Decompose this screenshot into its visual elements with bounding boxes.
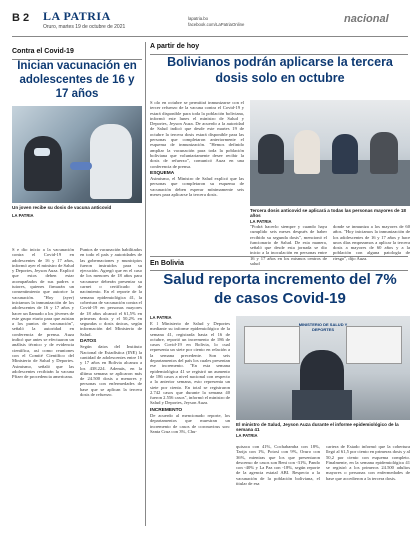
left-headline: Inician vacunación en adolescentes de 16 y 17 años: [17, 60, 137, 100]
top-kicker: A partir de hoy: [150, 43, 200, 50]
bottom-photo-caption: [236, 422, 410, 439]
bottom-credit: LA PATRIA: [150, 315, 172, 320]
top-headline: Bolivianos podrán aplicarse la tercera dosis solo en octubre: [167, 55, 393, 85]
top-col1-text: S olo en octubre se permitirá inmunizarse con el tercer refuerzo de la vacuna contra el Covid-19 y estará disponible para toda la población boliviana, informó este lunes el ministro de Salud y Deportes, Jeyson Auza. De acuerdo a la autoridad de Salud indicó que desde este martes 19 de octubre la tercera dosis estará disponible para las personas que completaron anteriormente el esquema de inmunización. "Hemos definido ampliar la vacunación para toda la población boliviana que voluntariamente desee recibir la dosis de refuerzo", comunicó Auza en una conferencia de prensa.: [150, 100, 244, 169]
screen-left: [244, 326, 300, 364]
person-shape: [24, 136, 62, 191]
bottom-col3: [326, 444, 410, 526]
bottom-caption-text: El ministro de Salud, Jeyson Auza durante el informe epidemiológico de la semana 41: [236, 422, 399, 433]
column-divider: [145, 42, 146, 526]
bottom-col3-text: cartera de Estado informó que la cobertura llegó al 61,5 por ciento en primeras dosis y al 50,2 por ciento con esquema completo. Finalmente, en la semana epidemiológica 41 se registró a los primeros 24.500 adultos mayores o personas con enfermedades de base que accedieron a la tercera dosis.: [326, 444, 410, 481]
left-col1: [12, 247, 74, 526]
bottom-col1: [150, 321, 230, 526]
bottom-story: [150, 258, 410, 526]
left-credit: LA PATRIA: [12, 213, 34, 219]
person-d: [370, 132, 398, 174]
left-col2-text: Puntos de vacunación habilitados en todo el país y autoridades de las gobernaciones y municipios fueron instruidos para su ejecución. Agregó que en el caso de los menores de 18 años para vacunarse deberán presentar su carnet o certificado de nacimiento. En el reporte de la semana epidemiológica 41, la cobertura de vacunación contra el Covid-19 en personas mayores de 18 años alcanzó el 61,5% en primeras dosis y el 50,2% en segundas o dosis únicas, según información del Ministerio de Salud.: [80, 247, 142, 337]
left-col1-text: S e dio inicio a la vacunación contra el Covid-19 en adolescentes de 16 y 17 años, informó ayer el ministro de Salud y Deportes, Jeyson Auza. Explicó que estos deben estar acompañados de sus padres o tutores, quienes firmarán un consentimiento que autorice la vacunación. "Hoy (ayer) iniciamos la inmunización de los adolescentes de 16 y 17 años y hacer un llamado a los jóvenes de este grupo etario para que asistan a los puntos de vacunación", señaló la autoridad en conferencia de prensa. Auza indicó que antes se efectuaron un análisis técnico y de evidencia científica, así como reuniones con el Comité Científico del Ministerio de Salud y Deportes. Asimismo, señaló que las adolescentes recibirán la vacuna Pfizer de procedencia americana.: [12, 247, 75, 380]
header-divider: [12, 36, 408, 37]
top-col1b-text: Asimismo, el Ministro de Salud explicó que las personas que completaron su esquema de vacunación deben esperar mínimamente seis meses para aplicarse la tercera dosis.: [150, 176, 244, 198]
screen-right: [346, 326, 402, 364]
top-credit: LA PATRIA: [250, 219, 272, 225]
person-b: [294, 130, 320, 174]
left-subhead: DATOS: [80, 339, 97, 345]
top-col3-text: donde se inmuniza a los mayores de 60 años. "Hoy iniciamos la inmunización de los adolescentes de 16 y 17 años y hace unos días empezamos a aplicar la tercera dosis a mayores de 60 años y a la población con alguna patología de riesgo", dijo Auza.: [333, 224, 410, 261]
facebook-link[interactable]: facebook.com/LaPatriaOnline: [188, 22, 245, 27]
podium-shape: [292, 390, 352, 420]
left-story: [12, 40, 142, 526]
left-photo: [12, 106, 142, 203]
top-col3: [333, 224, 410, 261]
bottom-kicker-rule: [150, 270, 408, 271]
issue-date: Oruro, martes 19 de octubre de 2021: [43, 24, 126, 30]
left-photo-caption: Un joven recibe su dosis de vacuna anticovid: [12, 205, 112, 210]
banner-text: MINISTERIO DE SALUD Y DEPORTES: [298, 322, 348, 332]
bottom-col1b-text: De acuerdo al mencionado reporte, los departamentos que muestran un incremento de casos de coronavirus son: Santa Cruz con 3%, Chu-: [150, 413, 230, 434]
person-a: [258, 134, 284, 174]
left-kicker-rule: [12, 59, 142, 60]
left-col2: [80, 247, 142, 526]
page-header: [0, 0, 420, 40]
horizontal-divider: [150, 256, 408, 257]
nurse-shape: [90, 124, 132, 199]
bottom-col2-text: quisaca con 41%, Cochabamba con 18%, Tarija con 1%, Potosí con 9%, Oruro con 36%, mientras que los que presentaron descenso de casos son Beni con -31%, Pando con -40% y La Paz con -18%, según reporte de la agencia estatal ABI. Respecto a la vacunación de la población boliviana, el titular de esa: [236, 444, 320, 487]
paper-logo: LA PATRIA: [43, 9, 111, 23]
top-photo: [250, 100, 410, 206]
website-link[interactable]: lapatria.bo: [188, 16, 209, 21]
top-col1: [150, 100, 244, 258]
top-caption-text: Tercera dosis anticovid se aplicará a todas las personas mayores de 18 años: [250, 208, 406, 219]
bottom-col1-text: E l Ministerio de Salud y Deportes mediante su informe epidemiológico de la semana 41, registrada hasta el 16 de octubre, reportó un incremento de 186 de casos Covid-19 en Bolivia, lo cual representa un siete por ciento en relación a la semana precedente. Son seis departamentos del país los cuales presentan ese incremento. "En esta semana epidemiológica 41 se registró un aumento de 186 casos a nivel nacional con respecto a la anterior semana, esto representa un siete por ciento. En total se registraron 2.742 casos que durante la semana 40 fueron 2.556 casos", informó el ministro de Salud y Deportes, Jeyson Auza.: [150, 321, 230, 406]
top-photo-caption: [250, 208, 410, 225]
bottom-subhead: INCREMENTO: [150, 407, 183, 413]
bottom-headline: Salud reporta incremento del 7% de casos Covid-19: [163, 271, 397, 307]
left-col2b-text: Según datos del Instituto Nacional de Estadística (INE) la cantidad de adolescentes entre 16 y 17 años en Bolivia alcanza a los 438.224. Además, en la última semana se aplicaron más de 24.500 dosis a menores y personas con enfermedades de base que se aplican la tercera dosis de refuerzo.: [80, 344, 142, 398]
mask-shape: [34, 148, 50, 156]
bottom-photo: [236, 316, 410, 420]
bottom-credit-2: LA PATRIA: [236, 433, 258, 439]
person-c: [332, 134, 358, 174]
left-kicker: Contra el Covid-19: [12, 48, 74, 55]
social-links: [188, 16, 244, 28]
glove-shape: [70, 162, 92, 170]
top-col2: [250, 224, 327, 267]
bottom-kicker: En Bolivia: [150, 260, 184, 267]
section-label: nacional: [344, 13, 389, 25]
top-kicker-rule: [150, 54, 408, 55]
page-number: B 2: [12, 12, 30, 24]
top-col2-text: "Podrá hacerlo siempre y cuando haya cumplido seis meses después de haber recibido su segunda dosis", mencionó el funcionario de Salud. De esta manera, señaló que desde esta jornada se dio inicio a la inoculación en personas entre 16 y 17 años en los mismos centros de salud: [250, 224, 327, 267]
bottom-col2: [236, 444, 320, 526]
top-subhead: ESQUEMA: [150, 170, 175, 176]
